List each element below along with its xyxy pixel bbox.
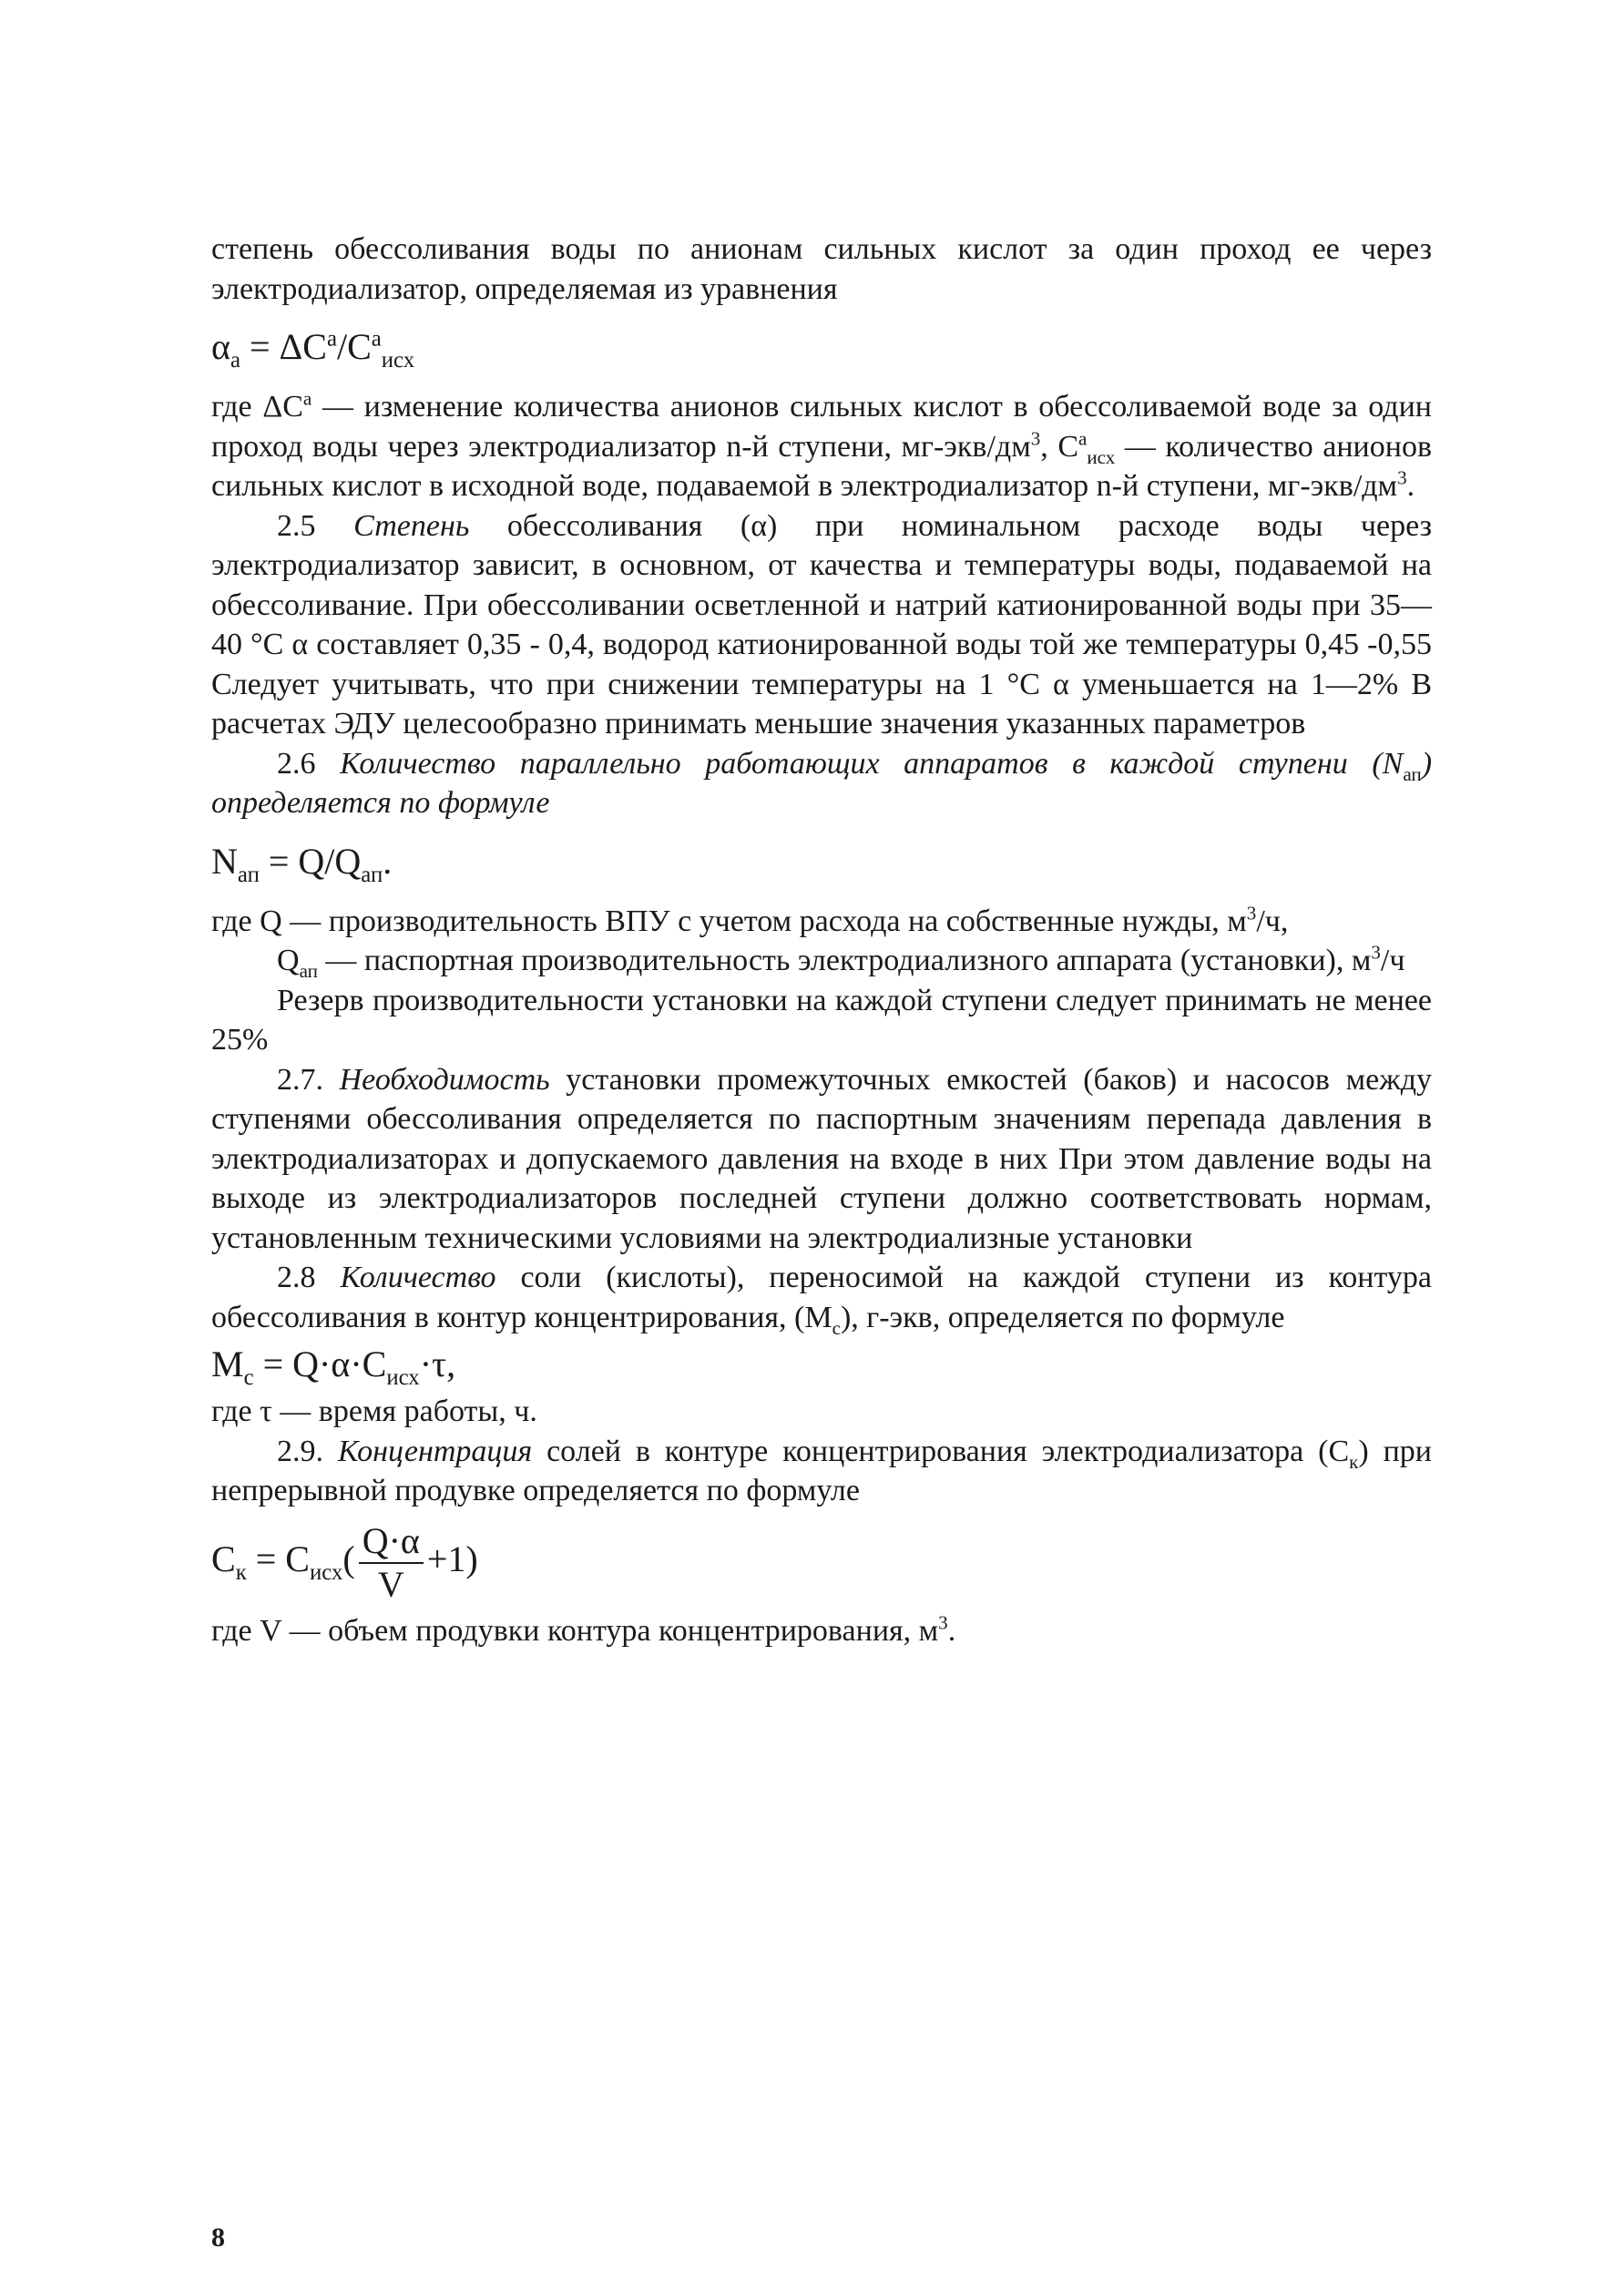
page-number: 8 [211, 2222, 225, 2252]
paragraph-2-6: 2.6 Количество параллельно работающих аппаратов в каждой ступени $(N_{ап})$ определяется по формуле [211, 746, 1433, 820]
fraction: $\frac{Q\cdot\alpha}{V}$ [359, 1520, 424, 1606]
paragraph-2-8: 2.8 Количество соли (кислоты), переносимой на каждой ступени из контура обессоливания в контур концентрирования, $(M_с)$, г-экв, определяется по формуле [211, 1261, 1432, 1339]
where-paragraph-2: где Q — производительность ВПУ с учетом расхода на собственные нужды, $м^3/ч$, [211, 902, 1289, 938]
where-paragraph-3: $Q_{ап}$ — паспортная производительность электродиализного аппарата (установки), $м^3/ч$ [277, 941, 1405, 982]
where-paragraph-4: где τ — время работы, ч. [211, 1394, 537, 1428]
formula-concentration: $C_к = C_{исх}$( $\frac{Q\cdot\alpha}{V}$ +1) [211, 1519, 478, 1605]
where-paragraph-1: где $\Delta C^a$ — изменение количества анионов сильных кислот в обессоливаемой воде за один проход воды через электродиализатор n-й ступени, $мг-экв/дм^3$, $C^a_{исх}$ — количество анионов сильных кислот в исходной воде, подаваемой в электродиализатор n-й ступени, $мг-экв/дм^3$. [211, 387, 1432, 503]
paragraph-2-7: 2.7. Необходимость установки промежуточных емкостей (баков) и насосов между ступенями обессоливания определяется по паспортным значениям перепада давления в электродиализаторах и допускаемого давления на входе в них При этом давление воды на выходе из электродиализаторов последней ступени должно соответствовать нормам, установленным техническими условиями на электродиализные установки [211, 1062, 1432, 1255]
where-paragraph-5: где V — объем продувки контура концентрирования, $м^3$. [211, 1611, 956, 1648]
paragraph-2-5: 2.5 Степень обессоливания (α) при номинальном расходе воды через электродиализатор зависит, в основном, от качества и температуры воды, подаваемой на обессоливание. При обессоливании осветленной и натрий катионированной воды при 35—40 °C α составляет 0,35 - 0,4, водород катионированной воды той же температуры 0,45 -0,55 Следует учитывать, что при снижении температуры на 1 °C α уменьшается на 1—2% В расчетах ЭДУ целесообразно принимать меньшие значения указанных параметров [211, 508, 1432, 741]
paragraph-2-9: 2.9. Концентрация солей в контуре концентрирования электродиализатора $(C_к)$ при непрерывной продувке определяется по формуле [211, 1434, 1432, 1507]
formula-salt-amount: $M_с = Q\cdot\alpha\cdot C_{исх}\cdot\tau$, [211, 1343, 456, 1390]
formula-desalination-degree: $\alpha_a = \Delta C^a/C^a_{исх}$ [211, 326, 415, 373]
formula-apparatus-count: $N_{ап} = Q/Q_{ап}$. [211, 840, 393, 887]
reserve-paragraph: Резерв производительности установки на каждой ступени следует принимать не менее 25% [211, 983, 1432, 1057]
intro-paragraph: степень обессоливания воды по анионам сильных кислот за один проход ее через электродиализатор, определяемая из уравнения [211, 232, 1432, 306]
text-column [211, 230, 1432, 1650]
